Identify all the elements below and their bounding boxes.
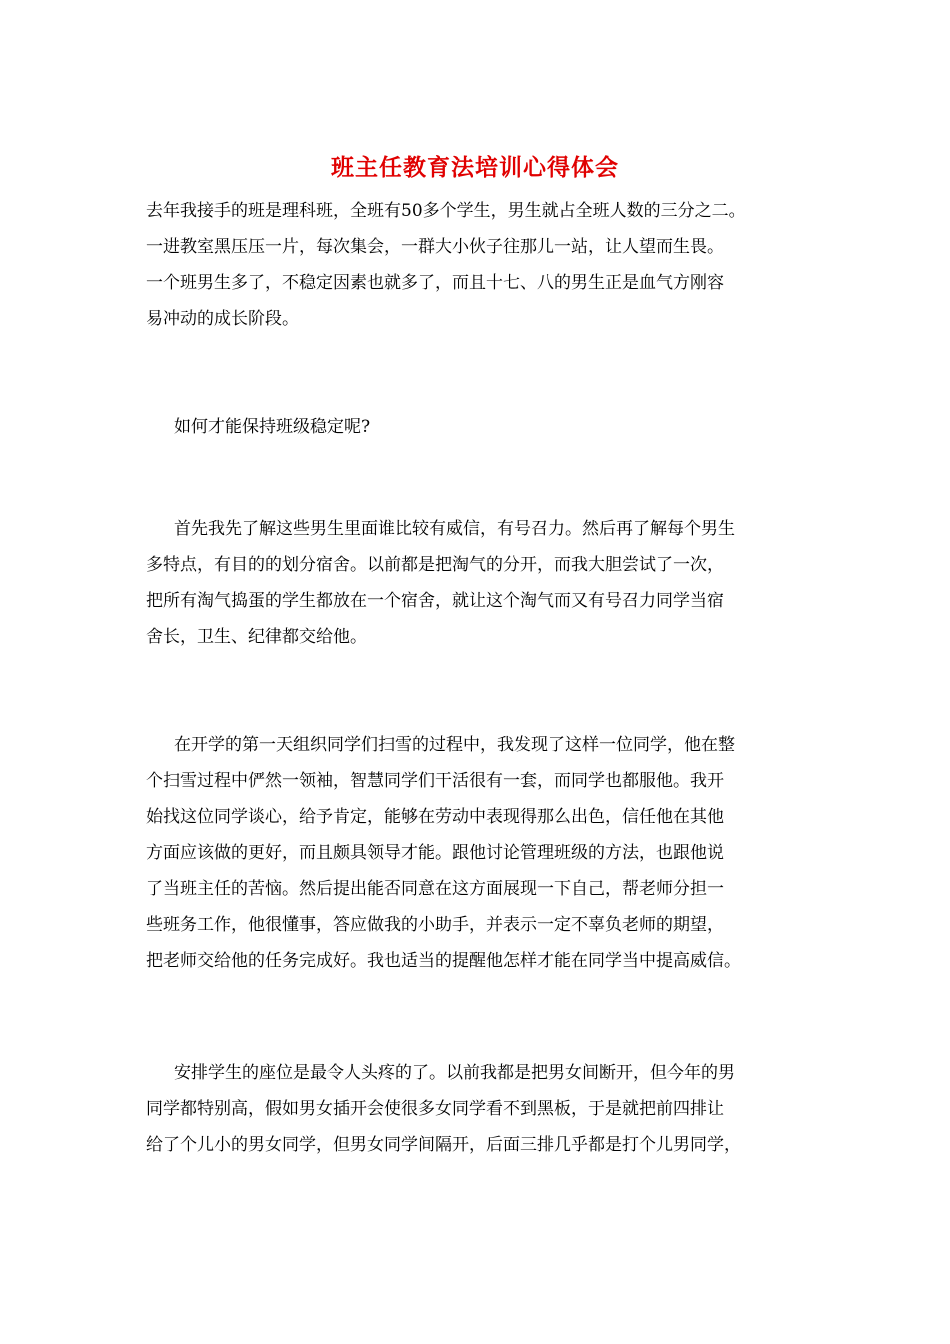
paragraph-line: 易冲动的成长阶段。: [146, 309, 299, 329]
paragraph-line: 在开学的第一天组织同学们扫雪的过程中，我发现了这样一位同学，他在整: [174, 735, 735, 755]
paragraph-line: 同学都特别高，假如男女插开会使很多女同学看不到黑板，于是就把前四排让: [146, 1099, 724, 1119]
paragraph-line: 安排学生的座位是最令人头疼的了。以前我都是把男女间断开，但今年的男: [174, 1063, 735, 1083]
paragraph-line: 把所有淘气捣蛋的学生都放在一个宿舍，就让这个淘气而又有号召力同学当宿: [146, 591, 724, 611]
paragraph-3: [146, 511, 826, 655]
paragraph-line: 给了个儿小的男女同学，但男女同学间隔开，后面三排几乎都是打个儿男同学，: [146, 1135, 741, 1155]
paragraph-5: [146, 1055, 826, 1163]
paragraph-line: 舍长，卫生、纪律都交给他。: [146, 627, 367, 647]
paragraph-line: 方面应该做的更好，而且颇具领导才能。跟他讨论管理班级的方法，也跟他说: [146, 843, 724, 863]
paragraph-line: 个扫雪过程中俨然一领袖，智慧同学们干活很有一套，而同学也都服他。我开: [146, 771, 724, 791]
paragraph-line: 一个班男生多了，不稳定因素也就多了，而且十七、八的男生正是血气方刚容: [146, 273, 724, 293]
document-title: 班主任教育法培训心得体会: [331, 154, 619, 181]
paragraph-2: [146, 409, 826, 445]
paragraph-4: [146, 727, 826, 979]
paragraph-line: 了当班主任的苦恼。然后提出能否同意在这方面展现一下自己，帮老师分担一: [146, 879, 724, 899]
paragraph-line: 首先我先了解这些男生里面谁比较有威信，有号召力。然后再了解每个男生: [174, 519, 735, 539]
paragraph-line: 一进教室黑压压一片，每次集会，一群大小伙子往那儿一站，让人望而生畏。: [146, 237, 724, 257]
paragraph-line: 些班务工作，他很懂事，答应做我的小助手，并表示一定不辜负老师的期望，: [146, 915, 724, 935]
paragraph-line: 如何才能保持班级稳定呢?: [174, 417, 371, 437]
paragraph-line: 多特点，有目的的划分宿舍。以前都是把淘气的分开，而我大胆尝试了一次，: [146, 555, 724, 575]
paragraph-1: [146, 193, 826, 337]
paragraph-line: 把老师交给他的任务完成好。我也适当的提醒他怎样才能在同学当中提高威信。: [146, 951, 741, 971]
paragraph-line: 始找这位同学谈心，给予肯定，能够在劳动中表现得那么出色，信任他在其他: [146, 807, 724, 827]
paragraph-line: 去年我接手的班是理科班，全班有50多个学生，男生就占全班人数的三分之二。: [146, 201, 746, 221]
